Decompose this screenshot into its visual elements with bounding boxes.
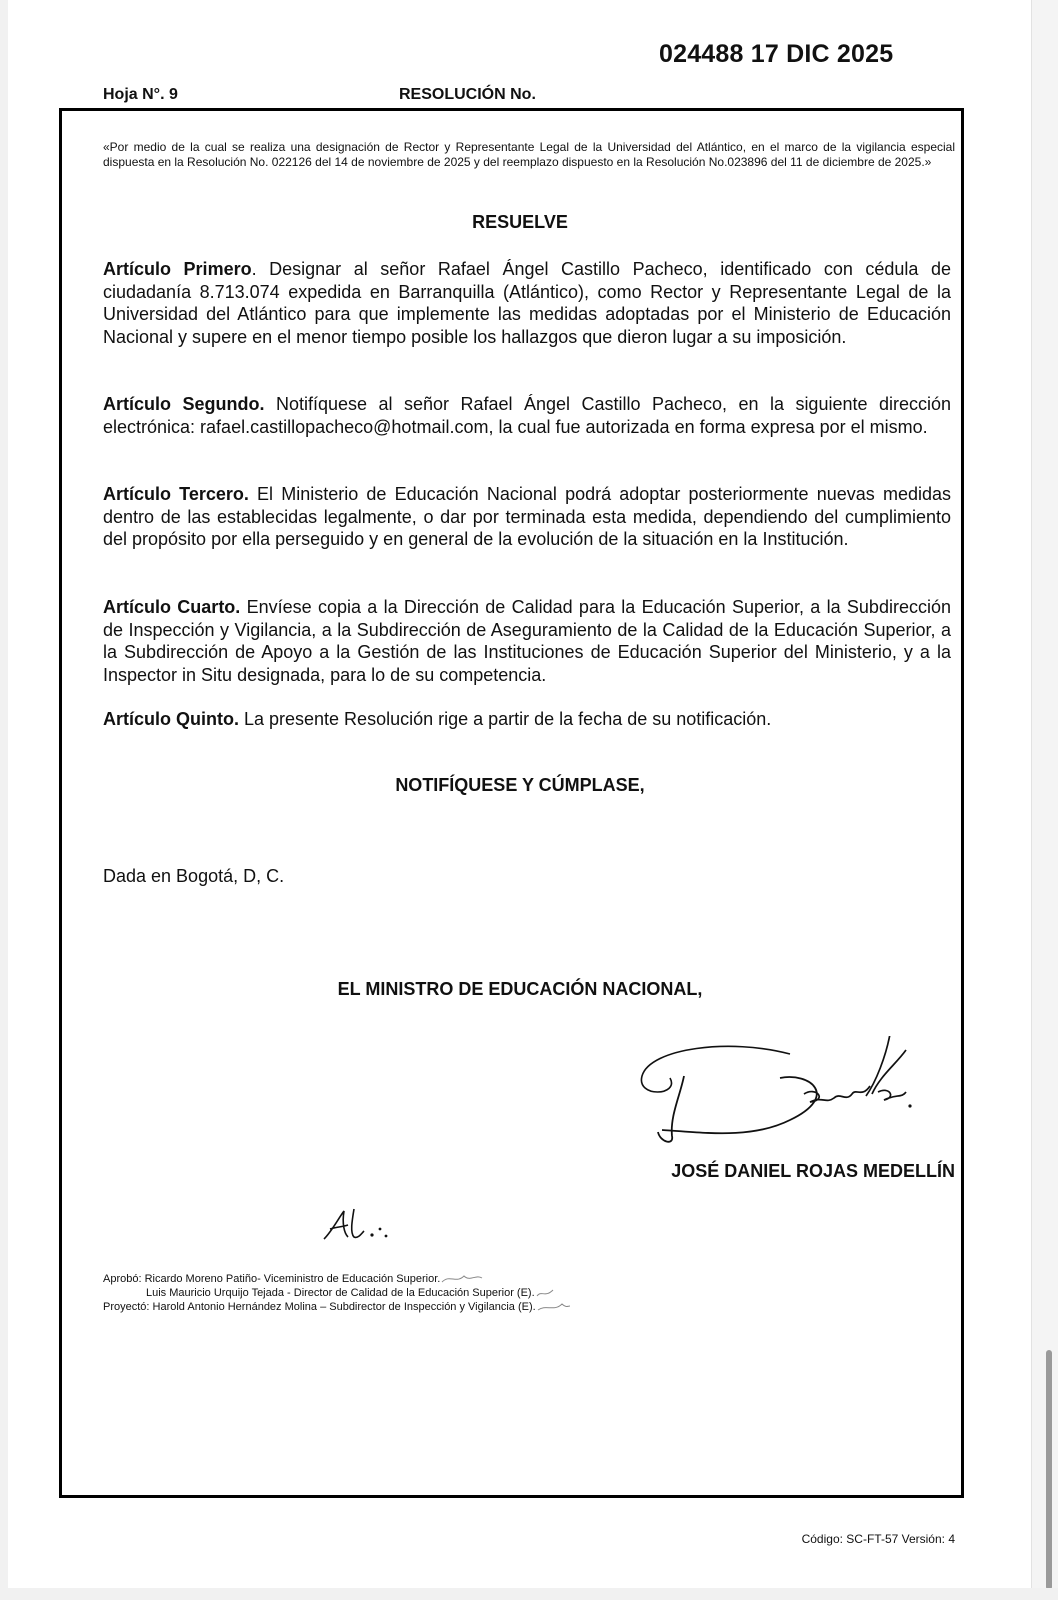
minister-title: EL MINISTRO DE EDUCACIÓN NACIONAL, (337, 979, 703, 999)
sheet-number: Hoja N°. 9 (103, 86, 178, 103)
article-title: Artículo Quinto. (103, 709, 239, 729)
article-title: Artículo Cuarto. (103, 597, 241, 617)
signer-name: JOSÉ DANIEL ROJAS MEDELLÍN (671, 1161, 955, 1181)
article-title: Artículo Primero (103, 259, 252, 279)
article-title: Artículo Segundo. (103, 394, 265, 414)
approval-credits (103, 1272, 572, 1314)
page-margin-bottom (0, 1588, 1058, 1600)
project-line: Proyectó: Harold Antonio Hernández Molina – Subdirector de Inspección y Vigilancia (E). (103, 1300, 572, 1314)
handwritten-initials (318, 1203, 408, 1248)
article-fourth (103, 596, 951, 686)
initial-mark (535, 1286, 555, 1300)
viewer-scroll-track (1031, 0, 1058, 1600)
resolution-number-stamp: 024488 17 DIC 2025 (659, 40, 894, 68)
article-title: Artículo Tercero. (103, 484, 249, 504)
article-text: El Ministerio de Educación Nacional podrá adoptar posteriormente nuevas medidas dentro de las establecidas legalmente, o dar por terminada esta medida, dependiendo del cumplimiento del propósito por ella perseguido y en general de la evolución de la situación en la Institución. (103, 484, 951, 549)
resolution-label: RESOLUCIÓN No. (399, 86, 536, 103)
initial-mark (440, 1272, 484, 1286)
form-code: Código: SC-FT-57 Versión: 4 (801, 1532, 955, 1546)
viewer-scrollbar-thumb[interactable] (1046, 1350, 1052, 1590)
article-text: Envíese copia a la Dirección de Calidad para la Educación Superior, a la Subdirección de Inspección y Vigilancia, a la Subdirección de Aseguramiento de la Calidad de la Educación Superior, a la Subdirección de Apoyo a la Gestión de las Instituciones de Educación Superior del Ministerio, y a la Inspector in Situ designada, para lo de su competencia. (103, 597, 951, 685)
page-margin-left (0, 0, 8, 1600)
article-fifth (103, 708, 951, 731)
article-first (103, 258, 951, 348)
resolution-purpose: «Por medio de la cual se realiza una designación de Rector y Representante Legal de la Universidad del Atlántico, en el marco de la vigilancia especial dispuesta en la Resolución No. 022126 del 14 de noviembre de 2025 y del reemplazo dispuesto en la Resolución No.023896 del 11 de diciembre de 2025.» (103, 140, 955, 169)
initial-mark (536, 1300, 572, 1314)
article-text: La presente Resolución rige a partir de la fecha de su notificación. (238, 709, 772, 729)
article-second (103, 393, 951, 438)
approval-line: Aprobó: Ricardo Moreno Patiño- Viceministro de Educación Superior. (103, 1272, 572, 1286)
closing-formula: NOTIFÍQUESE Y CÚMPLASE, (395, 775, 645, 795)
minister-signature (640, 1036, 940, 1156)
place-given: Dada en Bogotá, D, C. (103, 866, 285, 886)
article-text: . Designar al señor Rafael Ángel Castillo Pacheco, identificado con cédula de ciudadanía 8.713.074 expedida en Barranquilla (Atlántico), como Rector y Representante Legal de la Universidad del Atlántico para que implemente las medidas adoptadas por el Ministerio de Educación Nacional y supere en el menor tiempo posible los hallazgos que dieron lugar a su imposición. (103, 259, 952, 347)
article-text: Notifíquese al señor Rafael Ángel Castillo Pacheco, en la siguiente dirección electrónica: rafael.castillopacheco@hotmail.com, la cual fue autorizada en forma expresa por el mismo. (103, 394, 951, 437)
approval-line: Luis Mauricio Urquijo Tejada - Director de Calidad de la Educación Superior (E). (103, 1286, 572, 1300)
article-third (103, 483, 951, 551)
resuelve-heading: RESUELVE (472, 212, 568, 232)
